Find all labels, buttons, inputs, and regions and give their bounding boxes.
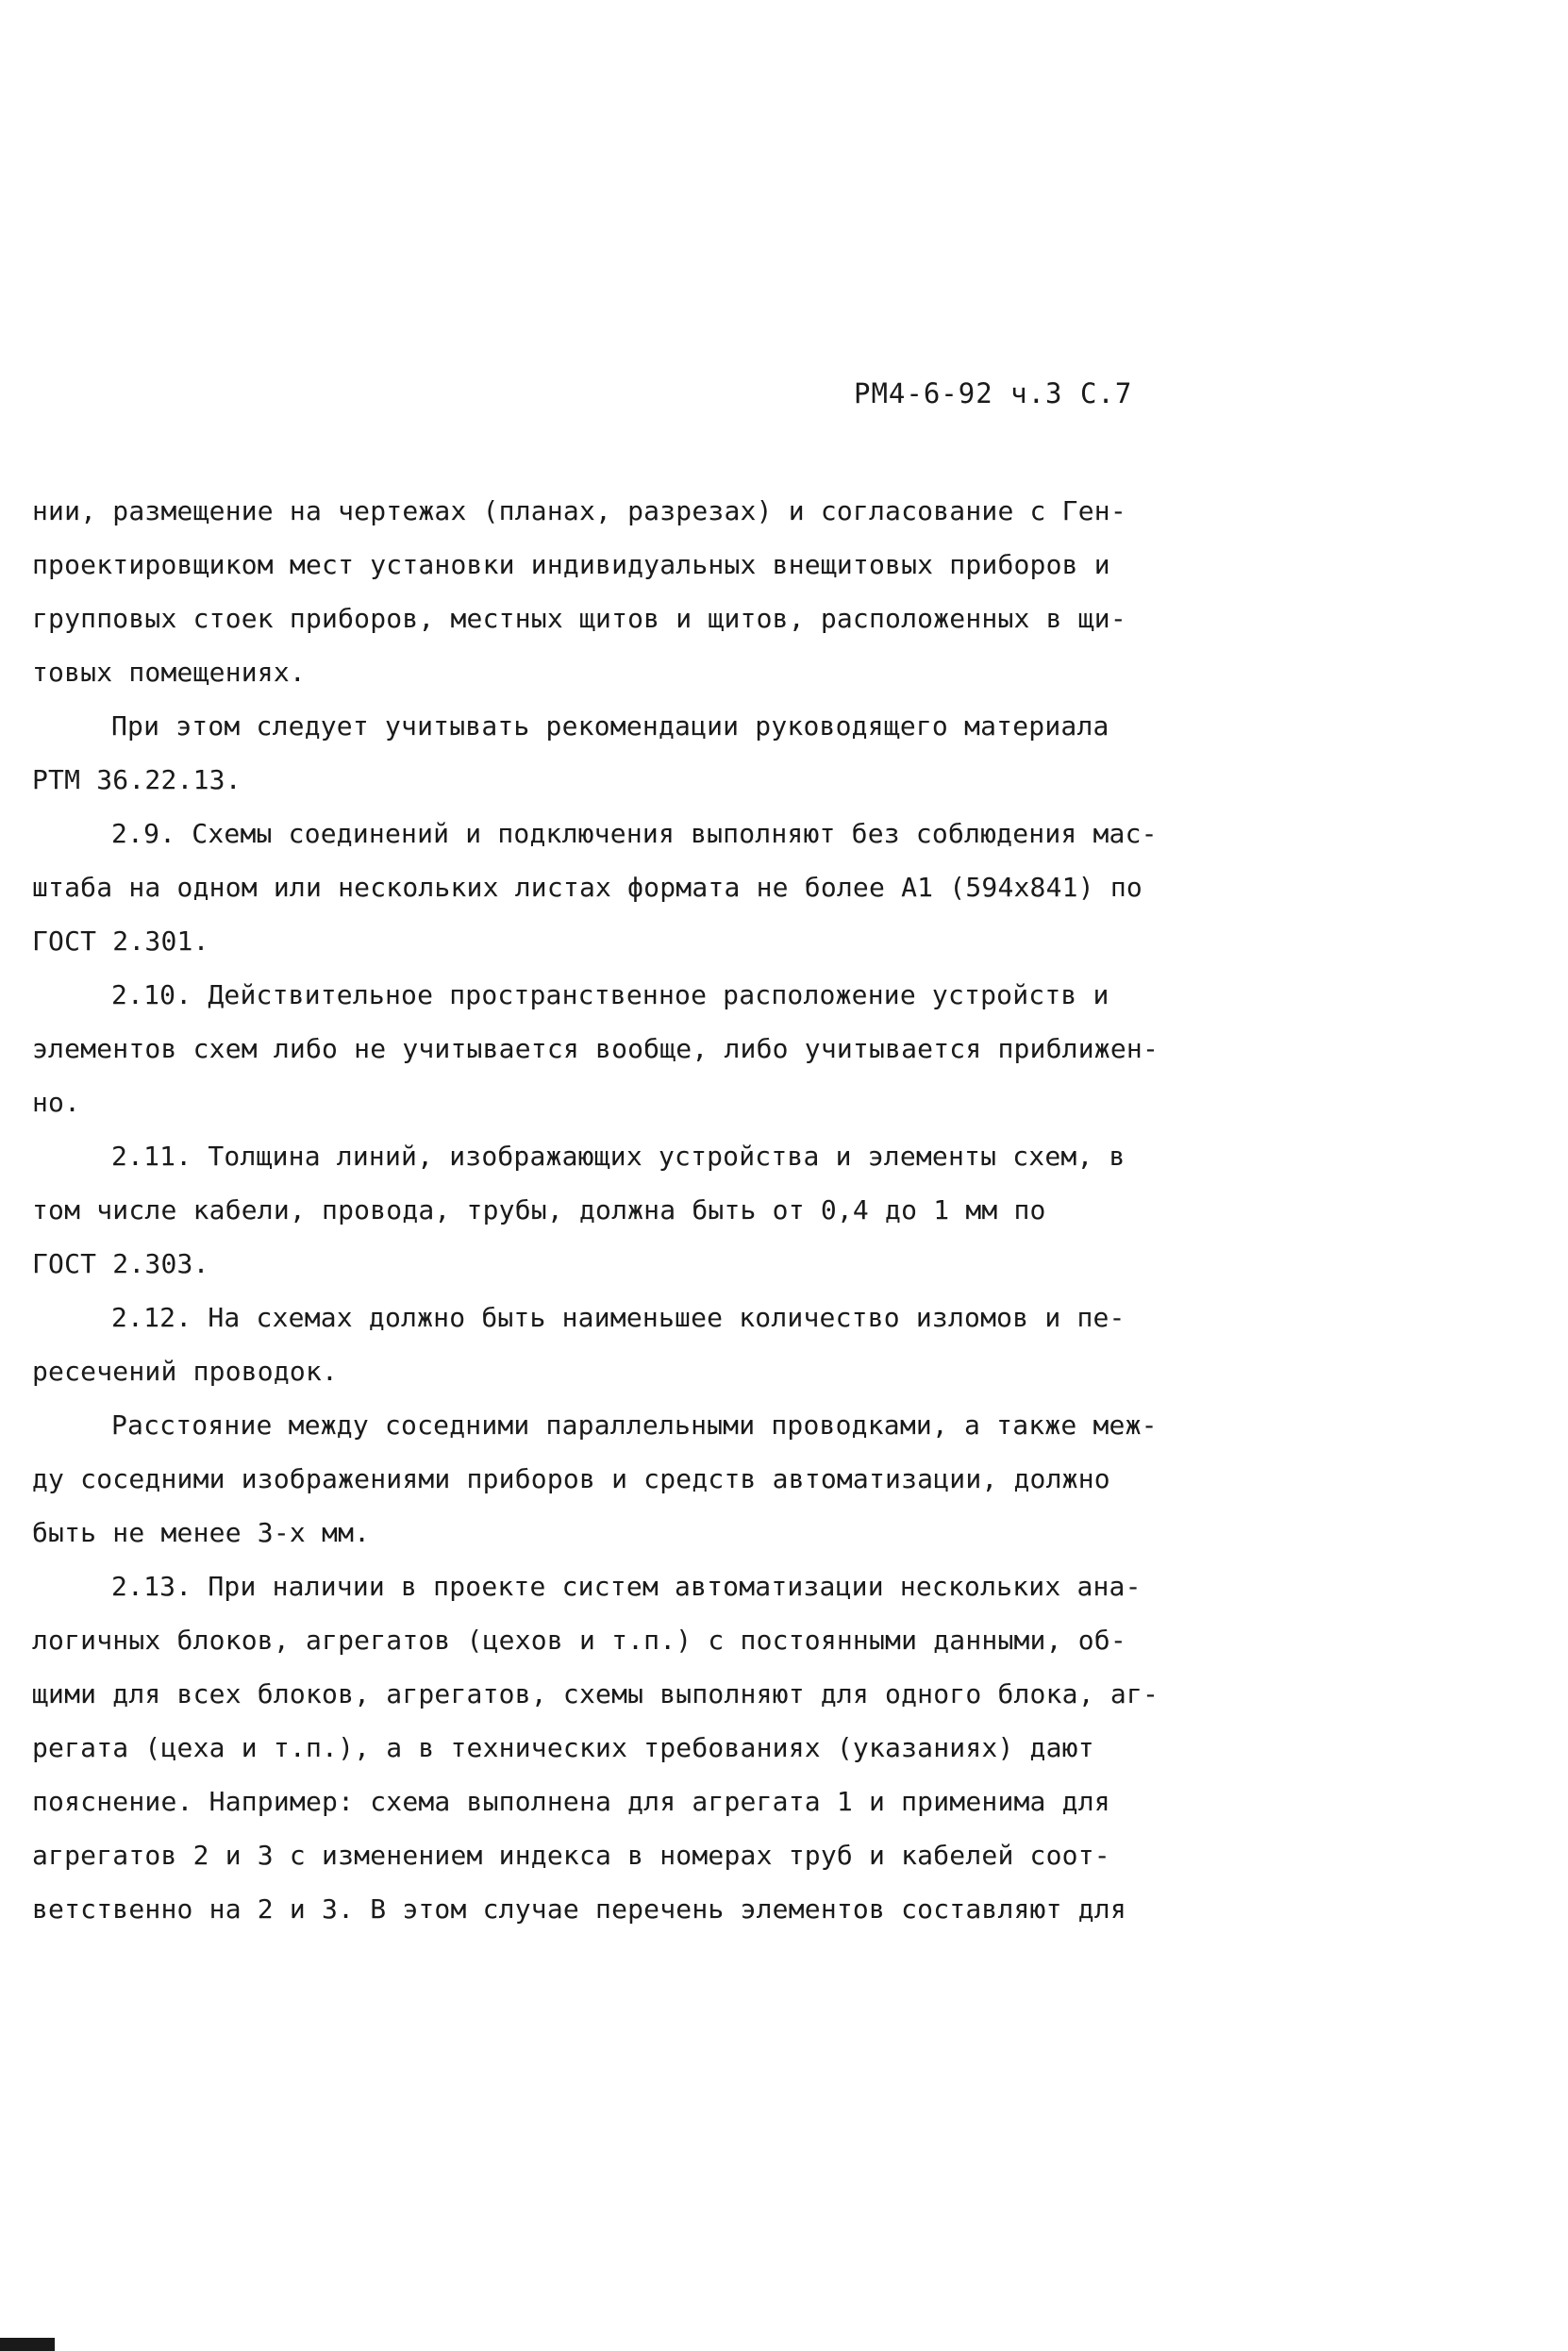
text-line: агрегатов 2 и 3 с изменением индекса в номерах труб и кабелей соот- (32, 1840, 1110, 1871)
text-line: ГОСТ 2.303. (32, 1248, 209, 1279)
text-line: ресечений проводок. (32, 1356, 339, 1387)
text-line: групповых стоек приборов, местных щитов и щитов, расположенных в щи- (32, 603, 1126, 634)
text-line: логичных блоков, агрегатов (цехов и т.п.) с постоянными данными, об- (32, 1625, 1126, 1656)
text-line: штаба на одном или нескольких листах формата не более А1 (594x841) по (32, 872, 1143, 903)
text-line: Расстояние между соседними параллельными проводками, а также меж- (111, 1409, 1158, 1441)
text-line: проектировщиком мест установки индивидуальных внещитовых приборов и (32, 549, 1110, 580)
text-line: ветственно на 2 и 3. В этом случае перечень элементов составляют для (32, 1893, 1126, 1925)
text-line: 2.12. На схемах должно быть наименьшее количество изломов и пе- (111, 1302, 1126, 1333)
text-line: 2.10. Действительное пространственное расположение устройств и (111, 979, 1109, 1010)
text-line: ГОСТ 2.301. (32, 925, 209, 957)
text-line: щими для всех блоков, агрегатов, схемы выполняют для одного блока, аг- (32, 1678, 1159, 1709)
text-line: 2.9. Схемы соединений и подключения выполняют без соблюдения мас- (111, 818, 1158, 849)
text-line: том числе кабели, провода, трубы, должна быть от 0,4 до 1 мм по (32, 1194, 1046, 1226)
body-text (32, 484, 1193, 1936)
text-line: РТМ 36.22.13. (32, 764, 242, 795)
text-line: 2.13. При наличии в проекте систем автоматизации нескольких ана- (111, 1571, 1142, 1602)
scan-corner-mark (0, 2338, 55, 2351)
text-line: пояснение. Например: схема выполнена для агрегата 1 и применима для (32, 1786, 1110, 1817)
text-line: но. (32, 1087, 81, 1118)
page-header: РМ4-6-92 ч.3 С.7 (854, 377, 1133, 409)
text-line: быть не менее 3-х мм. (32, 1517, 371, 1548)
text-line: нии, размещение на чертежах (планах, разрезах) и согласование с Ген- (32, 495, 1126, 526)
text-line: регата (цеха и т.п.), а в технических требованиях (указаниях) дают (32, 1732, 1094, 1763)
text-line: элементов схем либо не учитывается вообще, либо учитывается приближен- (32, 1033, 1159, 1064)
text-line: ду соседними изображениями приборов и средств автоматизации, должно (32, 1463, 1110, 1494)
text-line: 2.11. Толщина линий, изображающих устройства и элементы схем, в (111, 1141, 1126, 1172)
text-line: При этом следует учитывать рекомендации руководящего материала (111, 710, 1109, 742)
text-line: товых помещениях. (32, 657, 306, 688)
